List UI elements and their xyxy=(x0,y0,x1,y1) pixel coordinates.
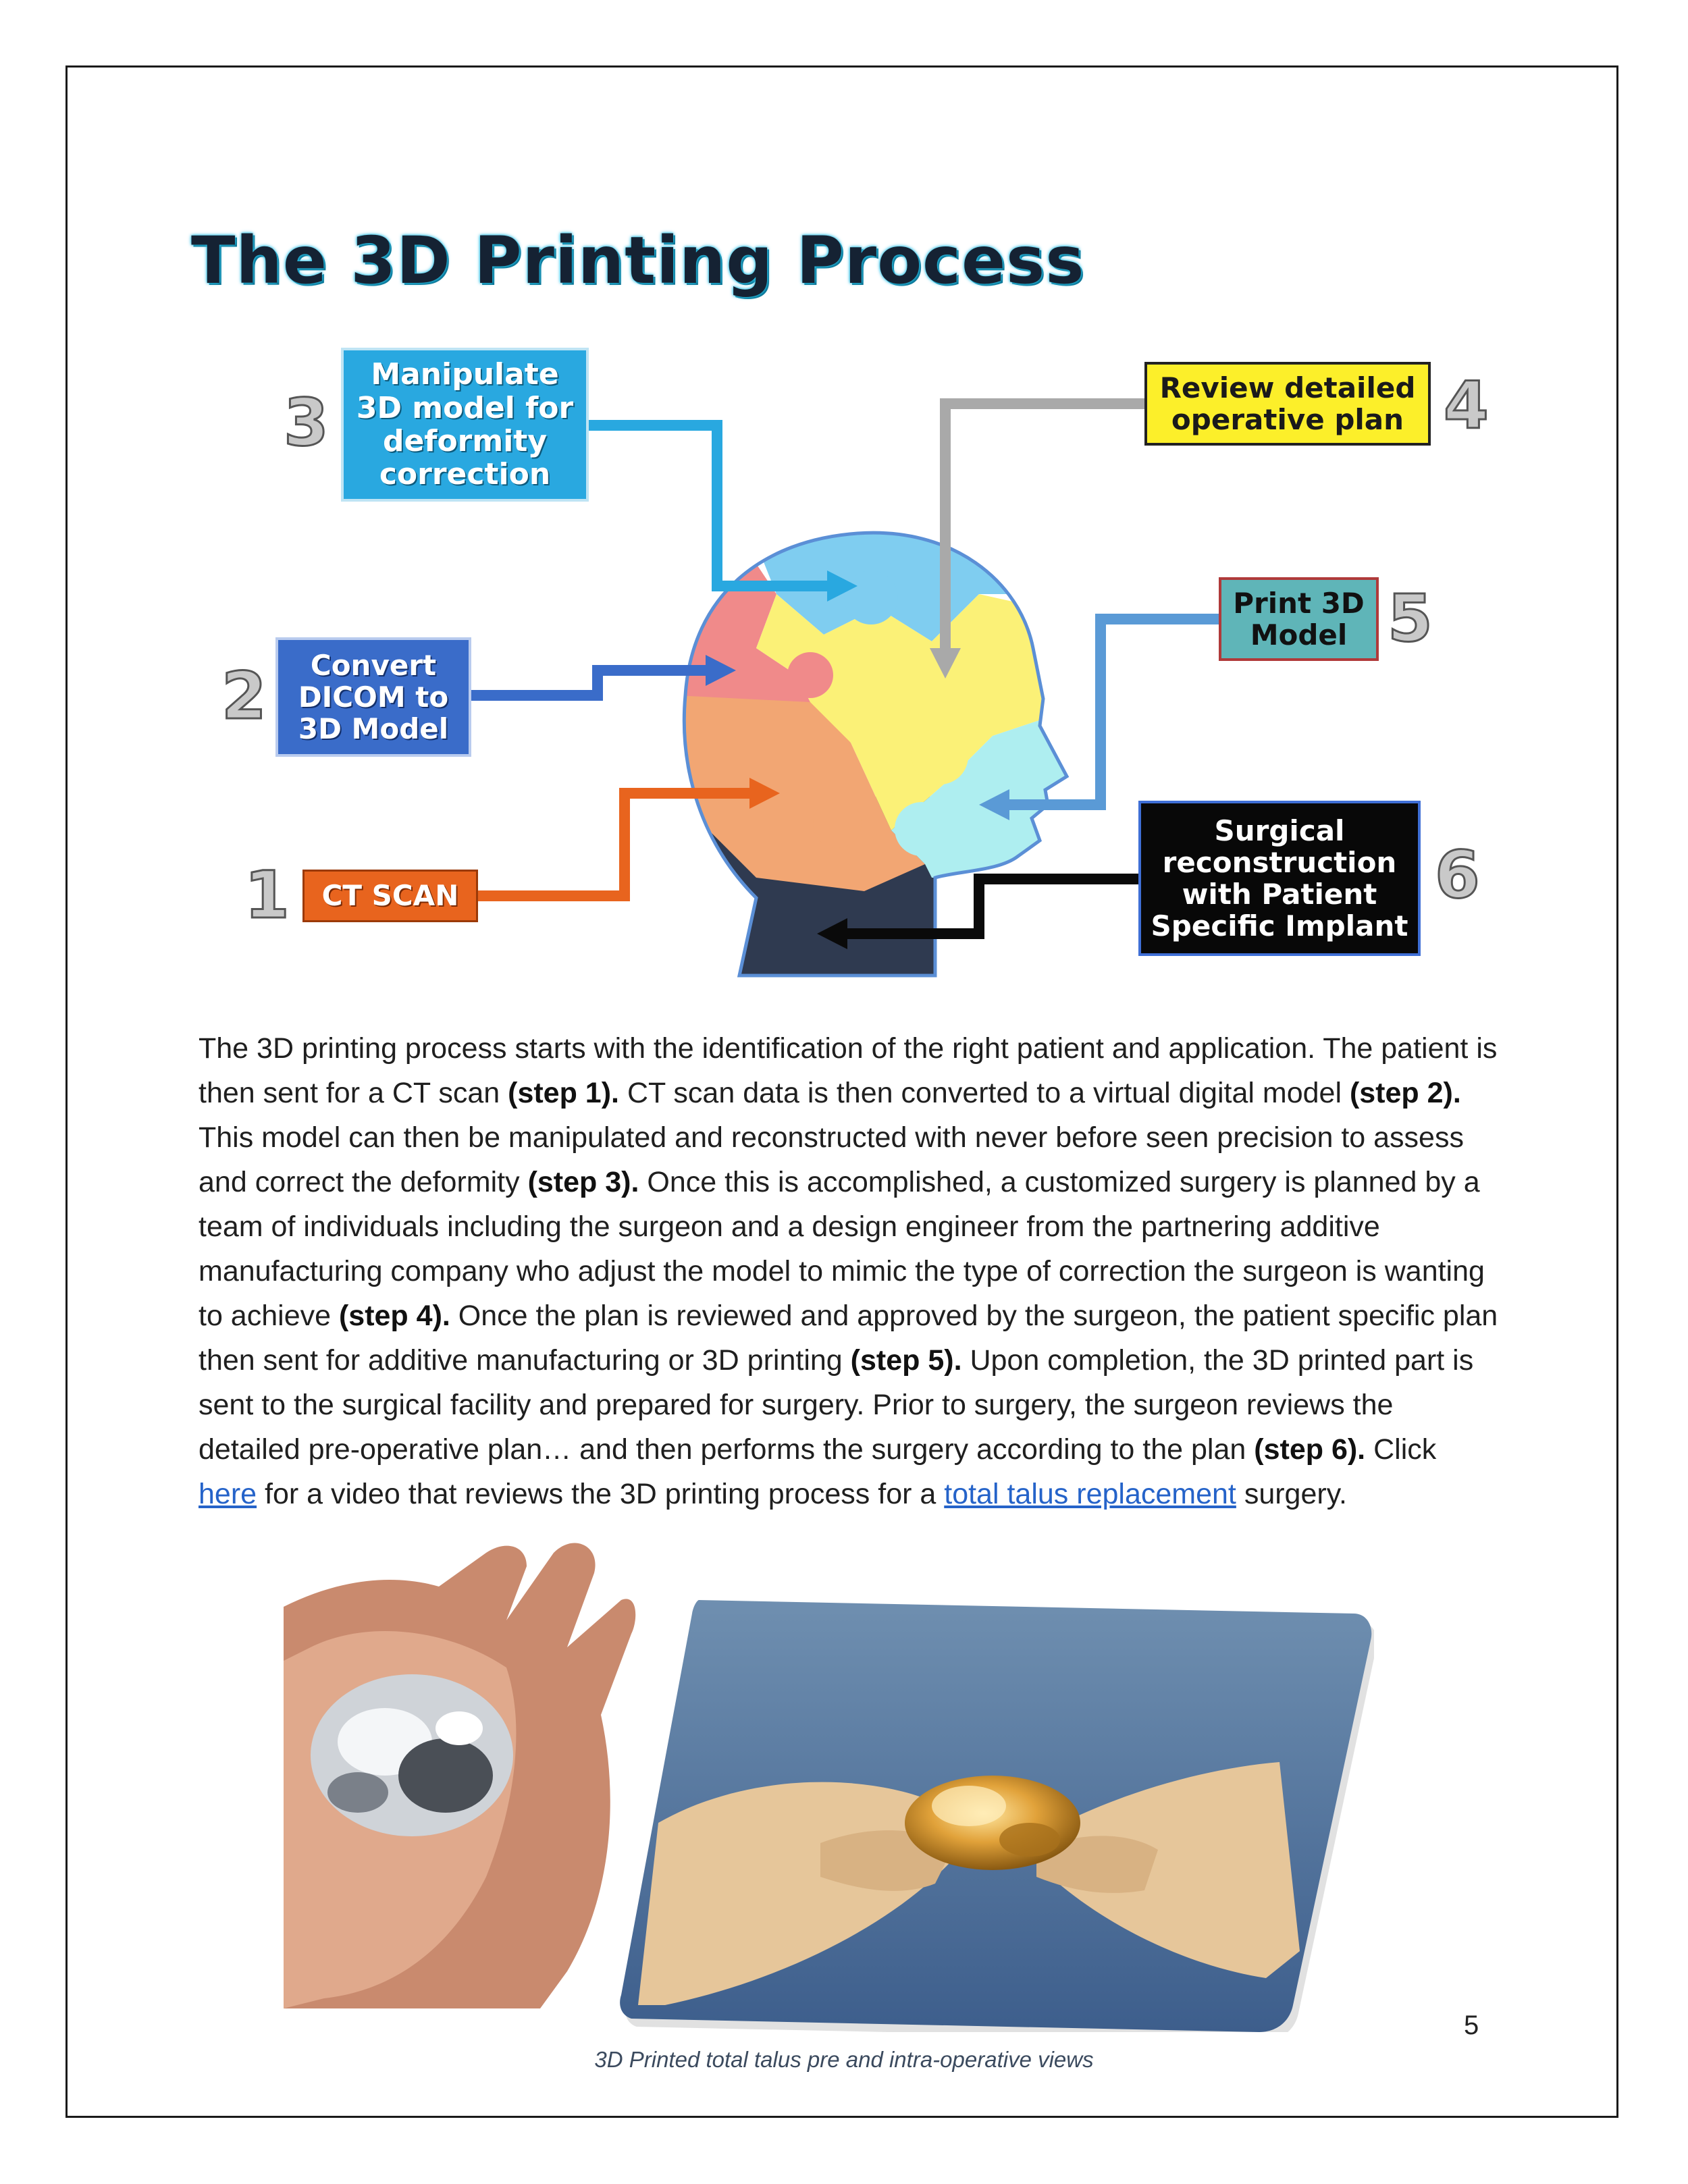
step-4-number: 4 xyxy=(1444,368,1489,444)
body-text: for a video that reviews the 3D printing process for a xyxy=(257,1478,945,1510)
step-2-box: Convert DICOM to 3D Model xyxy=(275,637,471,757)
step-ref: (step 1). xyxy=(508,1077,619,1109)
puzzle-knob xyxy=(895,802,949,856)
step-2-number: 2 xyxy=(221,658,267,734)
body-text: CT scan data is then converted to a virtual digital model xyxy=(619,1077,1350,1109)
puzzle-knob xyxy=(813,799,862,848)
photo-gold-implant xyxy=(618,1600,1374,2032)
body-text: Upon completion, the 3D printed part is sent to the surgical facility and prepared for surgery. Prior to surgery, the surgeon reviews the detailed pre-operative plan… and then performs the surgery according to the plan xyxy=(199,1344,1474,1466)
body-paragraph xyxy=(199,1026,1502,1516)
puzzle-knob xyxy=(912,728,968,784)
body-text: Once the plan is reviewed and approved by the surgeon, the patient specific plan then sent for additive manufacturing or 3D printing xyxy=(199,1300,1498,1377)
body-text: This model can then be manipulated and reconstructed with never before seen precision to assess and correct the deformity xyxy=(199,1121,1464,1198)
step-1-number: 1 xyxy=(244,857,290,933)
step-5-number: 5 xyxy=(1388,581,1433,656)
step-4-box: Review detailed operative plan xyxy=(1144,362,1431,446)
step-3-number: 3 xyxy=(284,385,329,460)
photo-chrome-implant xyxy=(284,1526,638,2008)
step-ref: (step 3). xyxy=(527,1166,639,1198)
total-talus-link[interactable]: total talus replacement xyxy=(944,1478,1236,1510)
step-6-number: 6 xyxy=(1435,837,1480,913)
page-title: The 3D Printing Process xyxy=(191,223,1085,298)
step-ref: (step 6). xyxy=(1254,1433,1366,1466)
step-3-box: Manipulate 3D model for deformity correction xyxy=(341,348,589,502)
figure-caption: 3D Printed total talus pre and intra-operative views xyxy=(594,2047,1094,2072)
step-ref: (step 5). xyxy=(850,1344,962,1377)
puzzle-knob xyxy=(844,570,898,624)
body-text: Click xyxy=(1365,1433,1437,1466)
arrow-step-2 xyxy=(471,670,709,695)
step-6-box: Surgical reconstruction with Patient Specific Implant xyxy=(1138,801,1421,956)
body-text: surgery. xyxy=(1236,1478,1347,1510)
step-ref: (step 2). xyxy=(1349,1077,1461,1109)
step-1-box: CT SCAN xyxy=(302,870,478,922)
page-number: 5 xyxy=(1464,2010,1479,2040)
body-text: The 3D printing process starts with the identification of the right patient and application. The patient is then sent for a CT scan xyxy=(199,1032,1498,1109)
body-text: Once this is accomplished, a customized surgery is planned by a team of individuals including the surgeon and a design engineer from the partnering additive manufacturing company who adjust the model to mimic the type of correction the surgeon is wanting to achieve xyxy=(199,1166,1485,1332)
step-ref: (step 4). xyxy=(338,1300,450,1332)
step-5-box: Print 3D Model xyxy=(1219,577,1379,661)
puzzle-knob xyxy=(787,652,833,698)
video-link[interactable]: here xyxy=(199,1478,257,1510)
